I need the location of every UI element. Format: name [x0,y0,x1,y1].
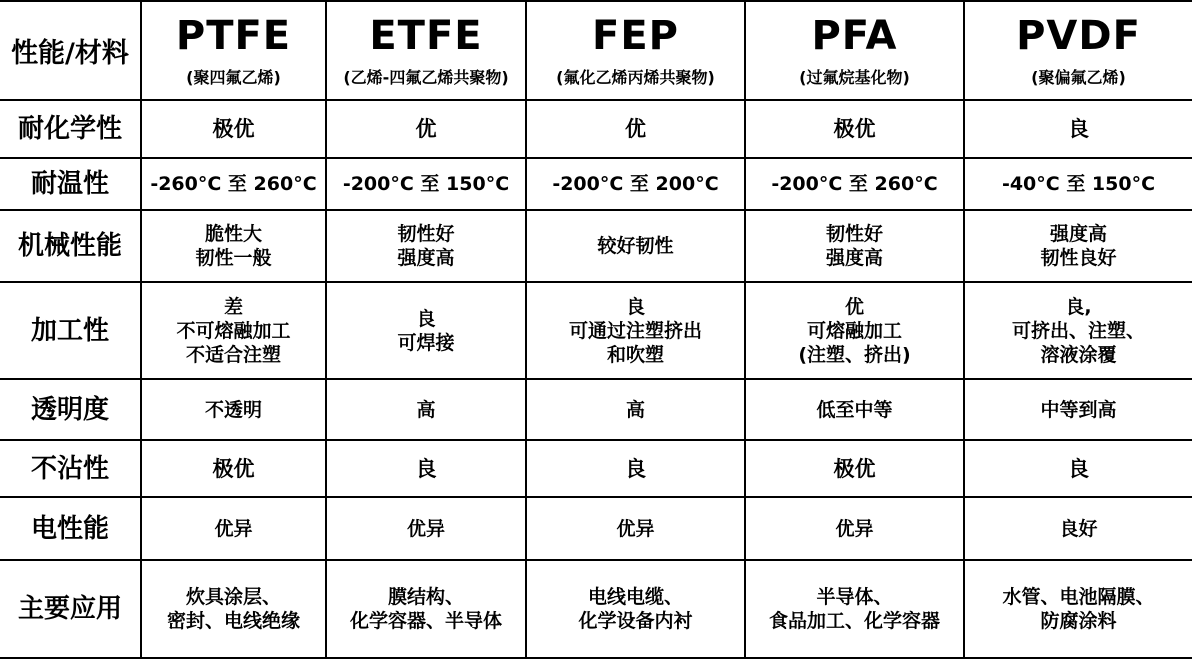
table-cell: 极优 [746,441,965,498]
table-cell: 差 不可熔融加工 不适合注塑 [142,283,327,380]
material-subtitle: (聚偏氟乙烯) [1031,67,1126,87]
table-cell: 中等到高 [965,380,1192,441]
table-cell: 高 [527,380,746,441]
table-cell: 优 [527,101,746,159]
table-cell: 高 [327,380,527,441]
row-label-chemical-resistance: 耐化学性 [0,101,142,159]
table-cell: 膜结构、 化学容器、半导体 [327,561,527,659]
table-cell: 不透明 [142,380,327,441]
table-cell: 较好韧性 [527,211,746,283]
table-cell: 极优 [142,441,327,498]
material-subtitle: (过氟烷基化物) [799,67,910,87]
material-subtitle: (聚四氟乙烯) [186,67,281,87]
row-label-main-applications: 主要应用 [0,561,142,659]
table-cell: 极优 [142,101,327,159]
table-cell: -200°C 至 260°C [746,159,965,211]
row-label-electrical-properties: 电性能 [0,498,142,561]
table-cell: 优 [327,101,527,159]
row-label-temperature-resistance: 耐温性 [0,159,142,211]
table-cell: 良好 [965,498,1192,561]
table-cell: 韧性好 强度高 [327,211,527,283]
table-cell: -260°C 至 260°C [142,159,327,211]
table-cell: -200°C 至 200°C [527,159,746,211]
table-cell: 良 可通过注塑挤出 和吹塑 [527,283,746,380]
material-name: ETFE [369,12,483,59]
table-cell: 优异 [327,498,527,561]
table-cell: 良 可焊接 [327,283,527,380]
material-name: PVDF [1016,12,1141,59]
table-cell: 优异 [527,498,746,561]
material-header-fep [527,2,746,101]
table-cell: 良, 可挤出、注塑、 溶液涂覆 [965,283,1192,380]
table-cell: 良 [965,101,1192,159]
corner-header: 性能/材料 [0,2,142,101]
table-cell: 良 [327,441,527,498]
material-header-pvdf [965,2,1192,101]
table-cell: 优 可熔融加工 (注塑、挤出) [746,283,965,380]
table-cell: 水管、电池隔膜、 防腐涂料 [965,561,1192,659]
material-header-pfa [746,2,965,101]
material-header-etfe [327,2,527,101]
table-cell: 韧性好 强度高 [746,211,965,283]
table-cell: -40°C 至 150°C [965,159,1192,211]
table-cell: 炊具涂层、 密封、电线绝缘 [142,561,327,659]
material-name: PTFE [175,12,292,59]
row-label-processability: 加工性 [0,283,142,380]
material-header-ptfe [142,2,327,101]
row-label-transparency: 透明度 [0,380,142,441]
table-cell: 优异 [746,498,965,561]
table-cell: 极优 [746,101,965,159]
row-label-mechanical-properties: 机械性能 [0,211,142,283]
material-subtitle: (氟化乙烯丙烯共聚物) [556,67,715,87]
material-name: PFA [811,12,898,59]
table-cell: 良 [527,441,746,498]
material-subtitle: (乙烯-四氟乙烯共聚物) [343,67,509,87]
table-cell: -200°C 至 150°C [327,159,527,211]
table-cell: 电线电缆、 化学设备内衬 [527,561,746,659]
table-cell: 强度高 韧性良好 [965,211,1192,283]
table-cell: 脆性大 韧性一般 [142,211,327,283]
table-cell: 良 [965,441,1192,498]
table-cell: 优异 [142,498,327,561]
table-cell: 低至中等 [746,380,965,441]
table-cell: 半导体、 食品加工、化学容器 [746,561,965,659]
row-label-non-stick: 不沾性 [0,441,142,498]
material-name: FEP [592,12,679,59]
